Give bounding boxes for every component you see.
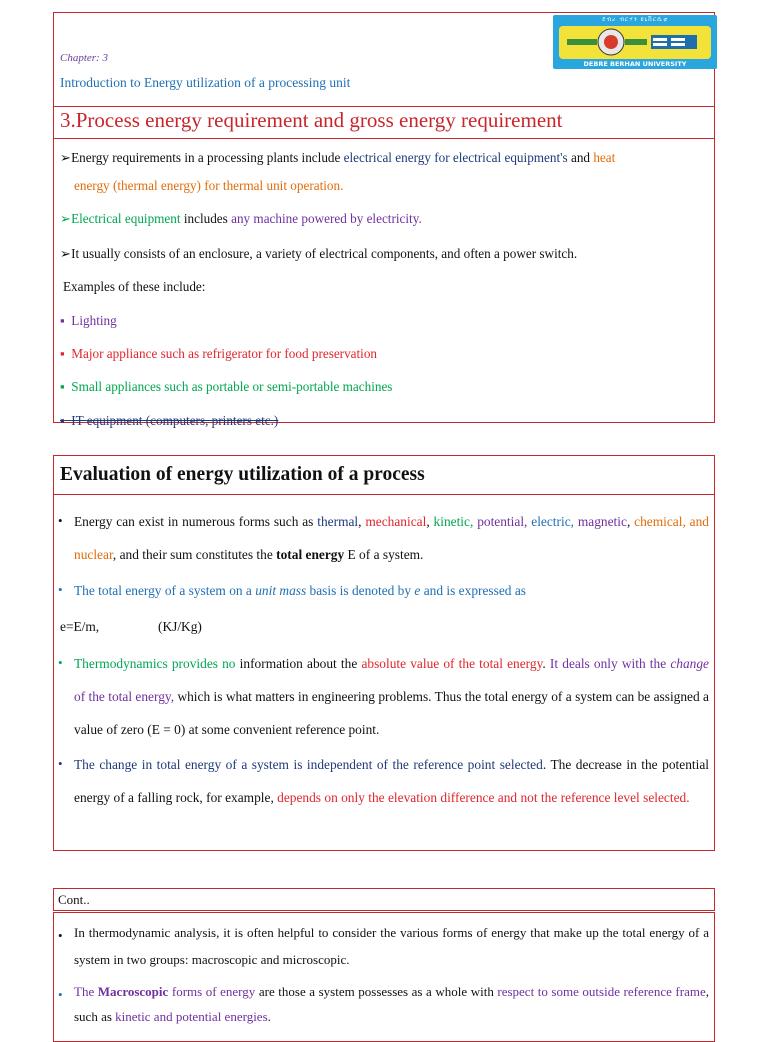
paragraph-thermodynamics: Thermodynamics provides no information about the absolute value of the total energy. It deals only with the change of the total energy, which is what matters in engineering problems. Thus the total energy of a system can be assigned a value of zero (E = 0) at some convenient reference point.	[74, 656, 709, 737]
bullet-icon: •	[58, 756, 63, 771]
formula-units: (KJ/Kg)	[158, 619, 202, 634]
arrow-bullet-icon: ➢	[60, 211, 72, 226]
university-logo	[553, 15, 717, 69]
divider	[54, 138, 714, 139]
slide-energy-forms	[53, 912, 715, 1042]
example-item: ▪ IT equipment (computers, printers etc.)	[60, 413, 279, 428]
slide-heading: 3.Process energy requirement and gross energy requirement	[60, 108, 563, 132]
bullet-icon: •	[58, 928, 63, 943]
bullet-icon: •	[58, 655, 63, 670]
paragraph-macroscopic: The Macroscopic forms of energy are those a system possesses as a whole with respect to some outside reference frame, such as kinetic and potential energies.	[74, 984, 709, 1024]
square-bullet-icon: ▪	[60, 313, 65, 328]
bullet-energy-requirements-cont: energy (thermal energy) for thermal unit operation.	[74, 178, 344, 193]
logo-amharic-text: ደብረ ብርሃን ዩኒቨርሲቲ	[601, 16, 669, 23]
bullet-icon: •	[58, 582, 63, 597]
cont-label: Cont..	[58, 892, 90, 907]
intro-title: Introduction to Energy utilization of a processing unit	[60, 75, 351, 90]
bullet-energy-requirements: ➢Energy requirements in a processing plants include electrical energy for electrical equipment's and heat	[60, 150, 616, 165]
formula: e=E/m,	[60, 619, 100, 634]
slide-heading: Evaluation of energy utilization of a process	[60, 464, 425, 485]
paragraph-thermo-analysis: In thermodynamic analysis, it is often helpful to consider the various forms of energy that make up the total energy of a system in two groups: macroscopic and microscopic.	[74, 925, 709, 967]
cont-label-box	[53, 888, 715, 911]
bullet-icon: •	[58, 987, 63, 1002]
paragraph-unit-mass: The total energy of a system on a unit mass basis is denoted by e and is expressed as	[74, 583, 526, 598]
logo-university-name: DEBRE BERHAN UNIVERSITY	[583, 60, 687, 68]
paragraph-reference-point: The change in total energy of a system is independent of the reference point selected. The decrease in the potential energy of a falling rock, for example, depends on only the elevation difference and not the reference level selected.	[74, 757, 709, 805]
bullet-electrical-equipment: ➢Electrical equipment includes any machine powered by electricity.	[60, 211, 422, 226]
square-bullet-icon: ▪	[60, 346, 65, 361]
chapter-label: Chapter: 3	[60, 52, 108, 64]
arrow-bullet-icon: ➢	[60, 246, 72, 261]
bullet-enclosure: ➢It usually consists of an enclosure, a variety of electrical components, and often a power switch.	[60, 246, 578, 261]
square-bullet-icon: ▪	[60, 413, 65, 428]
examples-label: Examples of these include:	[63, 279, 206, 294]
bullet-icon: •	[58, 513, 63, 528]
example-item: ▪ Lighting	[60, 313, 117, 328]
arrow-bullet-icon: ➢	[60, 150, 72, 165]
example-item: ▪ Major appliance such as refrigerator for food preservation	[60, 346, 378, 361]
square-bullet-icon: ▪	[60, 379, 65, 394]
slide-process-energy	[53, 12, 715, 428]
slide-energy-evaluation	[53, 455, 715, 851]
divider	[54, 494, 714, 495]
divider	[54, 106, 714, 107]
paragraph-energy-forms: Energy can exist in numerous forms such as thermal, mechanical, kinetic, potential, electric, magnetic, chemical, and nuclear, and their sum constitutes the total energy E of a system.	[74, 514, 709, 562]
example-item: ▪ Small appliances such as portable or semi-portable machines	[60, 379, 393, 394]
